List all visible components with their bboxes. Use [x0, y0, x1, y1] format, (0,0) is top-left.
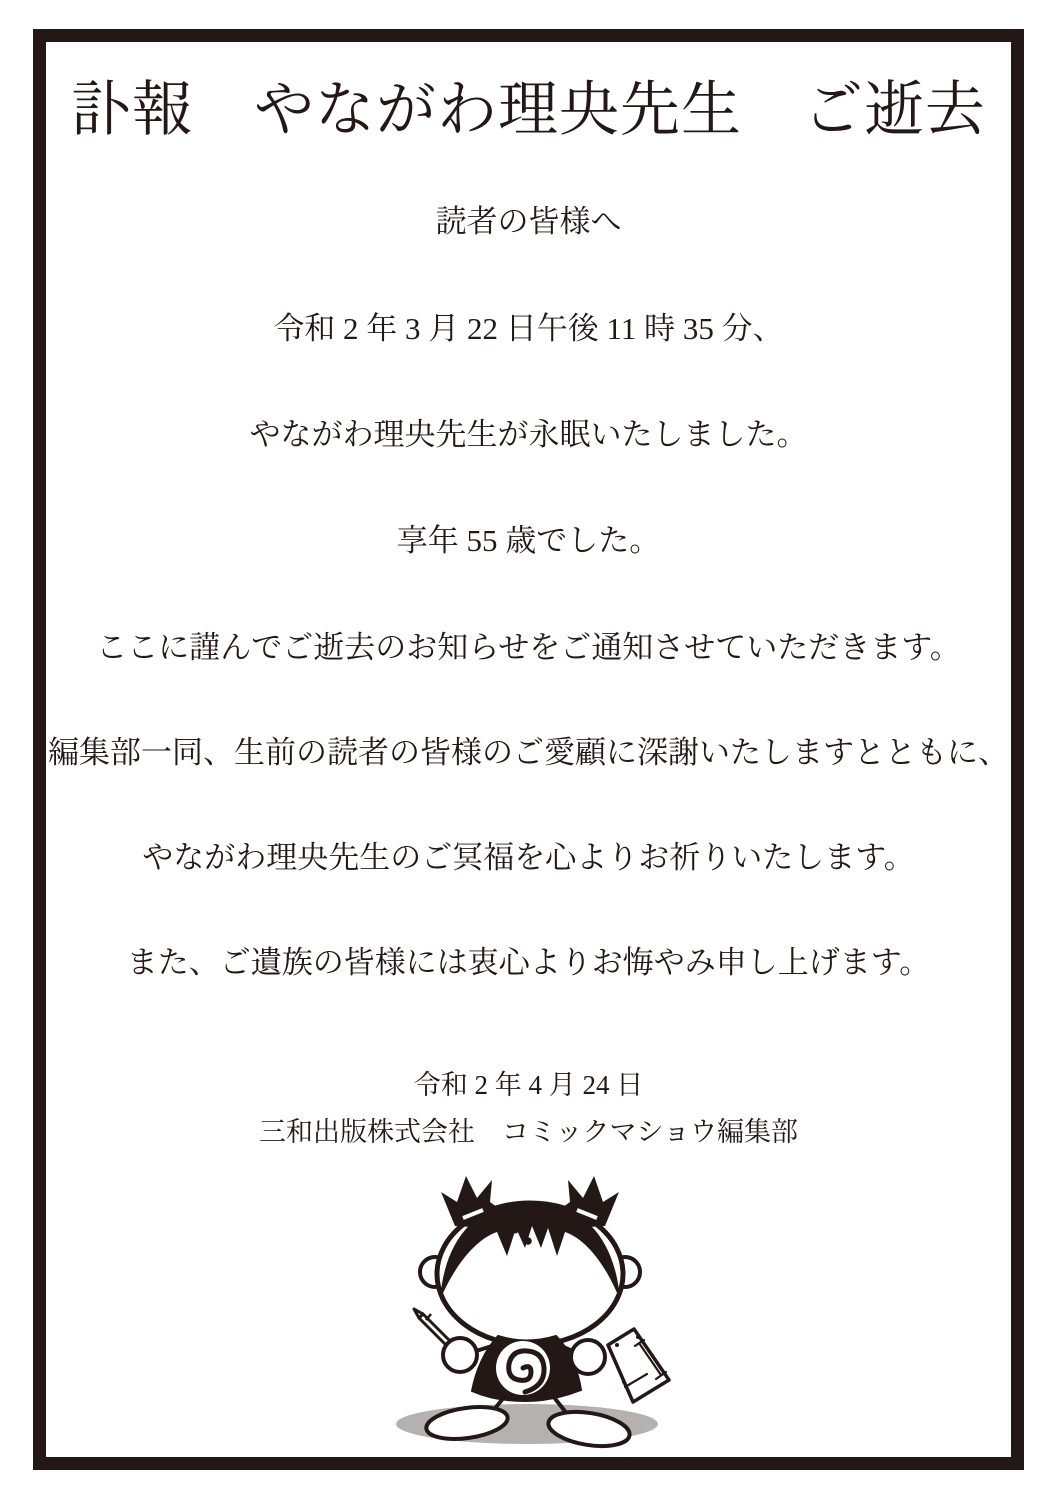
body-line-announcement: ここに謹んでご逝去のお知らせをご通知させていただきます。 [96, 630, 961, 665]
salutation-line: 読者の皆様へ [435, 204, 622, 239]
mascot-spiral-emblem [496, 1341, 550, 1395]
body-line-age: 享年 55 歳でした。 [396, 523, 661, 558]
notice-title: 訃報 やながわ理央先生 ご逝去 [71, 77, 986, 143]
notice-date: 令和 2 年 4 月 24 日 [413, 1070, 644, 1100]
body-line-datetime: 令和 2 年 3 月 22 日午後 11 時 35 分、 [273, 311, 784, 346]
body-line-prayer: やながわ理央先生のご冥福を心よりお祈りいたします。 [142, 840, 915, 875]
body-line-condolence: また、ご遺族の皆様には衷心よりお悔やみ申し上げます。 [126, 945, 931, 980]
body-line-gratitude: 編集部一同、生前の読者の皆様のご愛顧に深謝いたしますとともに、 [48, 735, 1009, 770]
publisher-signature: 三和出版株式会社 コミックマショウ編集部 [259, 1117, 798, 1147]
mascot-illustration [385, 1172, 675, 1457]
body-line-passing: やながわ理央先生が永眠いたしました。 [249, 417, 808, 452]
manuscript-paper-icon [608, 1329, 669, 1402]
